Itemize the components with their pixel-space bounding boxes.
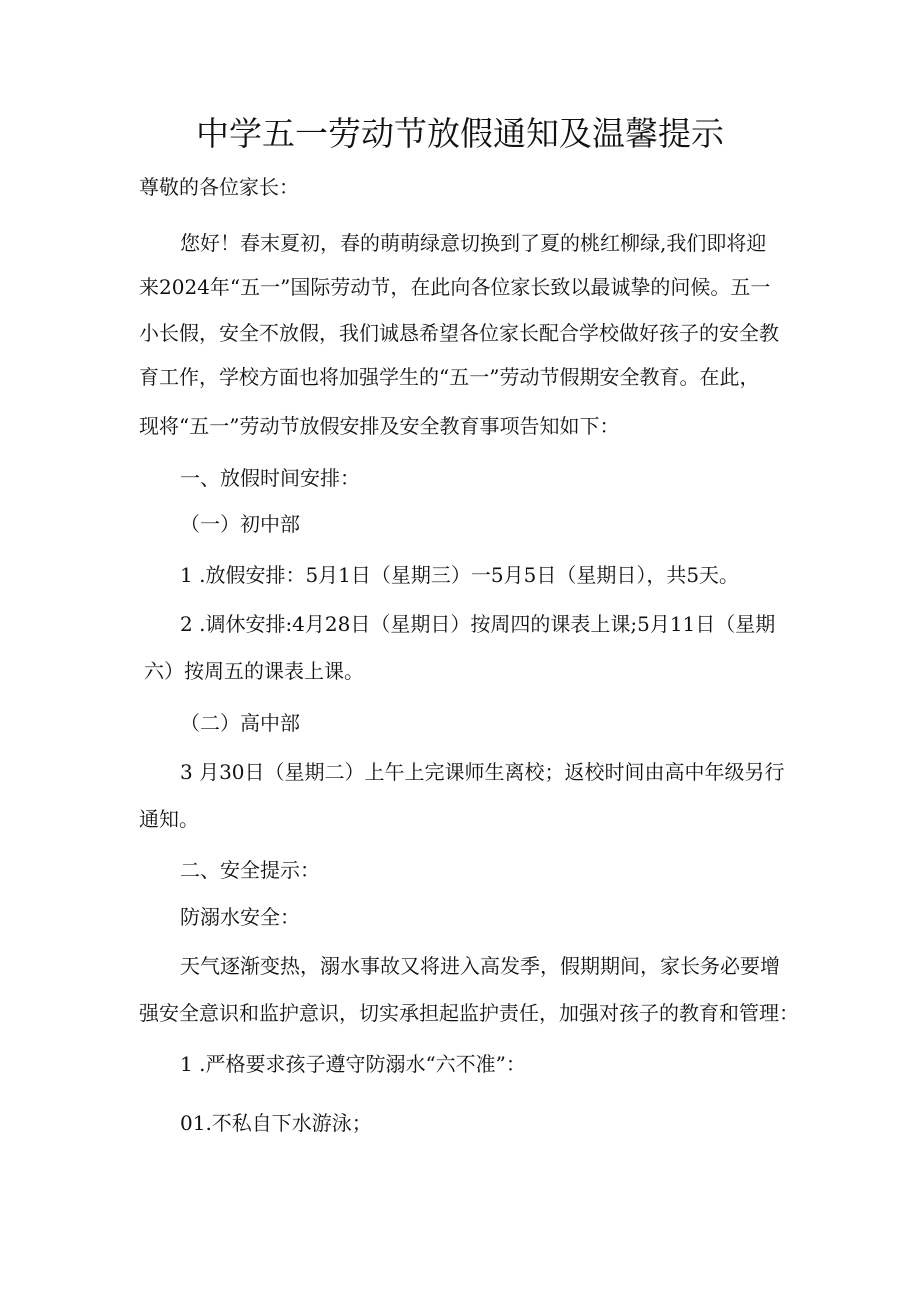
list-item: 2 .调休安排:4月28日（星期日）按周四的课表上课;5月11日（星期 (180, 612, 776, 636)
document-title: 中学五一劳动节放假通知及温馨提示 (196, 114, 724, 153)
subsection-heading: （一）初中部 (180, 512, 300, 536)
list-item: 01.不私自下水游泳； (180, 1111, 372, 1135)
paragraph-line: 通知。 (139, 807, 199, 831)
salutation: 尊敬的各位家长： (139, 175, 299, 199)
paragraph-line: 现将“五一”劳动节放假安排及安全教育事项告知如下： (139, 414, 620, 438)
paragraph-line: 3 月30日（星期二）上午上完课师生离校；返校时间由高中年级另行 (180, 760, 785, 784)
paragraph-line: 您好！春末夏初，春的萌萌绿意切换到了夏的桃红柳绿,我们即将迎 (180, 231, 767, 255)
paragraph-line: 育工作，学校方面也将加强学生的“五一”劳动节假期安全教育。在此， (139, 365, 760, 389)
paragraph-line: 强安全意识和监护意识，切实承担起监护责任，加强对孩子的教育和管理： (139, 1001, 799, 1025)
subsection-heading: 防溺水安全： (180, 905, 300, 929)
section-heading: 二、安全提示： (180, 858, 320, 882)
section-heading: 一、放假时间安排： (180, 466, 360, 490)
paragraph-line: 六）按周五的课表上课。 (144, 659, 364, 683)
list-item: 1 .严格要求孩子遵守防溺水“六不准”： (180, 1052, 526, 1076)
list-item: 1 .放假安排：5月1日（星期三）一5月5日（星期日），共5天。 (180, 563, 740, 587)
paragraph-line: 来2024年“五一”国际劳动节，在此向各位家长致以最诚挚的问候。五一 (139, 275, 771, 299)
subsection-heading: （二）高中部 (180, 711, 300, 735)
paragraph-line: 天气逐渐变热，溺水事故又将进入高发季，假期期间，家长务必要增 (180, 954, 780, 978)
paragraph-line: 小长假，安全不放假，我们诚恳希望各位家长配合学校做好孩子的安全教 (139, 321, 779, 345)
